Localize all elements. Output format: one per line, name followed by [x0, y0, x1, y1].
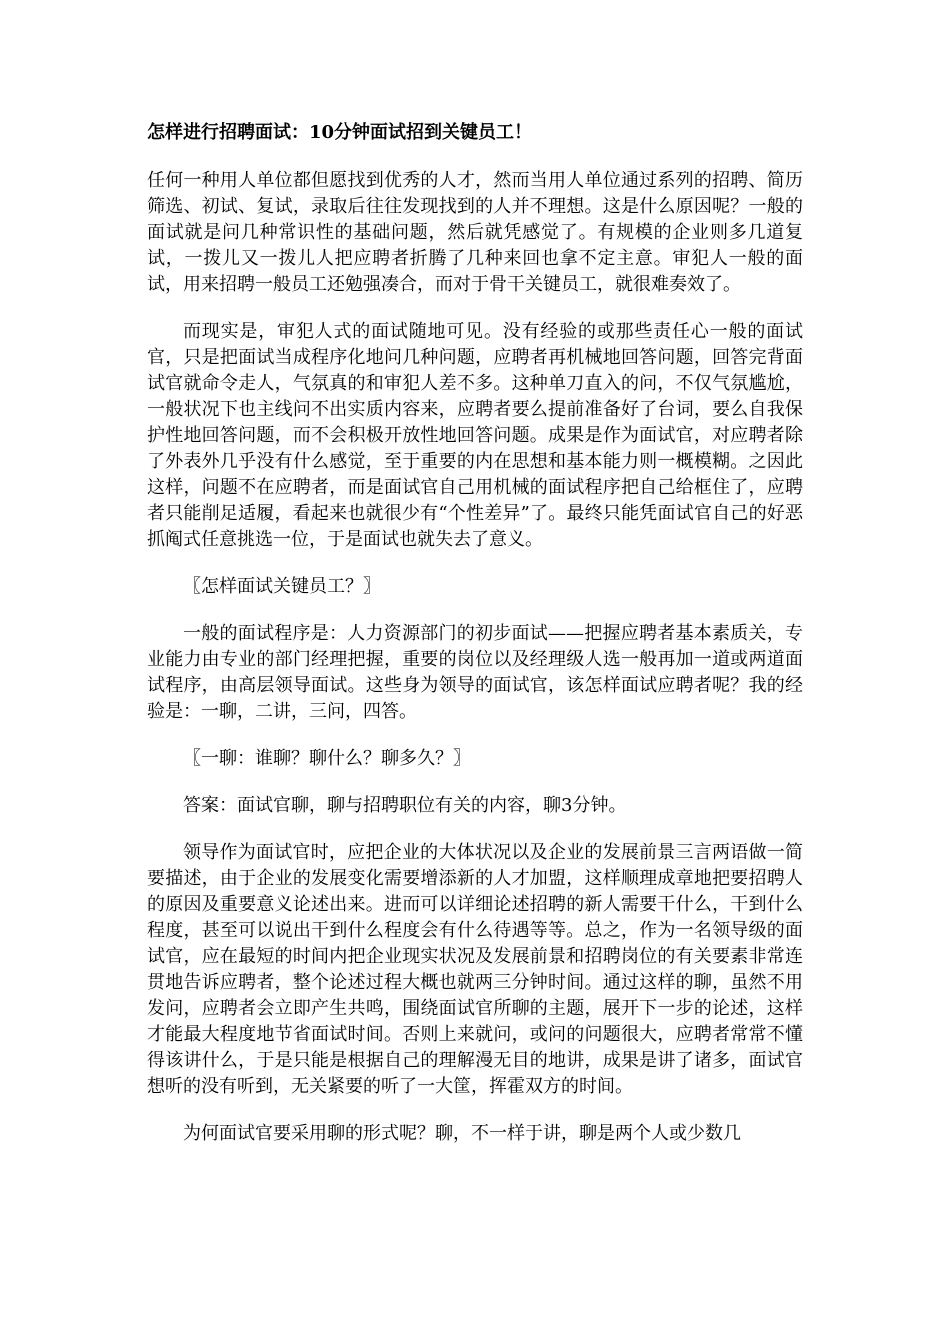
paragraph-answer: 答案：面试官聊，聊与招聘职位有关的内容，聊3分钟。 [183, 795, 627, 816]
paragraph-why-chat: 为何面试官要采用聊的形式呢？聊，不一样于讲，聊是两个人或少数几 [183, 1123, 741, 1144]
section-heading-interview-key-staff: 〖怎样面试关键员工？〗 [183, 576, 381, 597]
section-heading-chat: 〖一聊：谁聊？聊什么？聊多久？〗 [183, 748, 471, 769]
paragraph-intro: 任何一种用人单位都但愿找到优秀的人才，然而当用人单位通过系列的招聘、简历筛选、初试、复试，录取后往往发现找到的人并不理想。这是什么原因呢？一般的面试就是问几种常识性的基础问题，然后就凭感觉了。有规模的企业则多几道复试，一拨儿又一拨儿人把应聘者折腾了几种来回也拿不定主意。审犯人一般的面试，用来招聘一般员工还勉强凑合，而对于骨干关键员工，就很难奏效了。 [147, 170, 803, 295]
document-title: 怎样进行招聘面试：10分钟面试招到关键员工！ [147, 122, 533, 143]
paragraph-leader-interviewer: 领导作为面试官时，应把企业的大体状况以及企业的发展前景三言两语做一简要描述，由于企业的发展变化需要增添新的人才加盟，这样顺理成章地把要招聘人的原因及重要意义论述出来。进而可以详细论述招聘的新人需要干什么，干到什么程度，甚至可以说出干到什么程度会有什么待遇等等。总之，作为一名领导级的面试官，应在最短的时间内把企业现实状况及发展前景和招聘岗位的有关要素非常连贯地告诉应聘者，整个论述过程大概也就两三分钟时间。通过这样的聊，虽然不用发问，应聘者会立即产生共鸣，围绕面试官所聊的主题，展开下一步的论述，这样才能最大程度地节省面试时间。否则上来就问，或问的问题很大，应聘者常常不懂得该讲什么，于是只能是根据自己的理解漫无目的地讲，成果是讲了诸多，面试官想听的没有听到，无关紧要的听了一大筐，挥霍双方的时间。 [147, 842, 803, 1097]
paragraph-interview-procedure: 一般的面试程序是：人力资源部门的初步面试——把握应聘者基本素质关，专业能力由专业的部门经理把握，重要的岗位以及经理级人选一般再加一道或两道面试程序，由高层领导面试。这些身为领导的面试官，该怎样面试应聘者呢？我的经验是：一聊，二讲，三问，四答。 [147, 623, 803, 722]
document-body [147, 120, 803, 1168]
paragraph-reality: 而现实是，审犯人式的面试随地可见。没有经验的或那些责任心一般的面试官，只是把面试当成程序化地问几种问题，应聘者再机械地回答问题，回答完背面试官就命令走人，气氛真的和审犯人差不多。这种单刀直入的问，不仅气氛尴尬，一般状况下也主线问不出实质内容来，应聘者要么提前准备好了台词，要么自我保护性地回答问题，而不会积极开放性地回答问题。成果是作为面试官，对应聘者除了外表外几乎没有什么感觉，至于重要的内在思想和基本能力则一概模糊。之因此这样，问题不在应聘者，而是面试官自己用机械的面试程序把自己给框住了，应聘者只能削足适履，看起来也就很少有“个性差异”了。最终只能凭面试官自己的好恶抓阄式任意挑选一位，于是面试也就失去了意义。 [147, 321, 803, 550]
